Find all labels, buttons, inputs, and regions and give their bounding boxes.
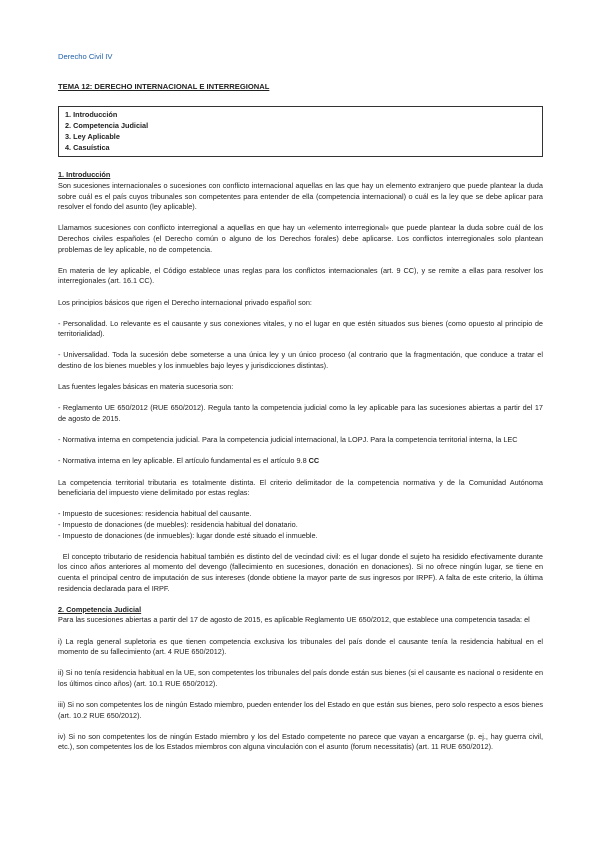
list-item: - Impuesto de sucesiones: residencia habitual del causante.: [58, 509, 252, 519]
list-item: - Impuesto de donaciones (de muebles): residencia habitual del donatario.: [58, 519, 298, 529]
paragraph: i) La regla general supletoria es que tienen competencia exclusiva los tribunales del país donde el causante tenía la residencia habitual en el momento de su fallecimiento (art. 4 RUE 650/2012).: [58, 636, 543, 657]
paragraph: - Personalidad. Lo relevante es el causante y sus conexiones vitales, y no el lugar en que estén situados sus bienes (como opuesto al principio de territorialidad).: [58, 318, 543, 339]
list-item: - Impuesto de donaciones (de inmuebles): lugar donde esté situado el inmueble.: [58, 530, 318, 540]
bold-text: CC: [308, 456, 320, 466]
toc-item[interactable]: 2. Competencia Judicial: [65, 120, 149, 130]
paragraph-text: - Normativa interna en ley aplicable. El artículo fundamental es el artículo 9.8: [58, 456, 309, 466]
paragraph: iii) Si no son competentes los de ningún Estado miembro, pueden entender los del Estado en que están sus bienes, pero solo respecto a esos bienes (art. 10.2 RUE 650/2012).: [58, 700, 543, 720]
paragraph: Llamamos sucesiones con conflicto interregional a aquellas en que hay un «elemento interregional» que puede plantear la duda sobre cuál de los Derechos civiles españoles (el Derecho común o alguno de los Derechos forales) debe aplicarse. Los conflictos interregionales solo plantean problemas de ley aplicable, no de competencia.: [58, 223, 543, 254]
paragraph: El concepto tributario de residencia habitual también es distinto del de vecindad civil: es el lugar donde el sujeto ha residido efectivamente durante los cinco años anteriores al momento del devengo (fallecimiento en sucesiones, donación en donaciones). Si no ofrece ningún lugar, se tiene en cuenta el principal centro de imputación de sus intereses (donde obtiene la mayor parte de sus ingresos por IRPF). A falta de este criterio, la última residencia declarada para el IRPF.: [58, 551, 546, 593]
page-header: Derecho Civil IV: [58, 52, 113, 61]
section-heading: 1. Introducción: [58, 170, 111, 180]
paragraph: [58, 456, 543, 467]
paragraph: iv) Si no son competentes los de ningún Estado miembro y los del Estado competente no parece que vayan a encargarse (p. ej., hay guerra civil, etc.), son competentes los de los Estados miembros con alguna vinculación con el asunto (forum necessitatis) (art. 11 RUE 650/2012).: [58, 731, 543, 752]
toc-item[interactable]: 3. Ley Aplicable: [65, 131, 120, 141]
tax-rules-list: [58, 509, 543, 541]
paragraph: Los principios básicos que rigen el Derecho internacional privado español son:: [58, 297, 312, 307]
paragraph: - Universalidad. Toda la sucesión debe someterse a una única ley y un único proceso (al contrario que la fragmentación, que conduce a tratar el destino de los bienes muebles y los inmuebles bajo leyes y jurisdicciones distintas).: [58, 350, 543, 371]
document-page: [58, 52, 546, 753]
document-title: TEMA 12: DERECHO INTERNACIONAL E INTERREGIONAL: [58, 81, 270, 91]
paragraph: - Reglamento UE 650/2012 (RUE 650/2012). Regula tanto la competencia judicial como la ley aplicable para las sucesiones abiertas a partir del 17 de agosto de 2015.: [58, 403, 543, 424]
table-of-contents: [58, 106, 543, 157]
paragraph: - Normativa interna en competencia judicial. Para la competencia judicial internacional, la LOPJ. Para la competencia territorial interna, la LEC: [58, 435, 518, 445]
paragraph: En materia de ley aplicable, el Código establece unas reglas para los conflictos internacionales (art. 9 CC), y se remite a ellas para resolver los interregionales (art. 16.1 CC).: [58, 265, 543, 286]
paragraph: ii) Si no tenía residencia habitual en la UE, son competentes los tribunales del país donde están sus bienes (si el causante es nacional o residente en los últimos cinco años) (art. 10.1 RUE 650/2012).: [58, 668, 543, 688]
toc-item[interactable]: 1. Introducción: [65, 110, 118, 120]
toc-item[interactable]: 4. Casuística: [65, 142, 110, 152]
paragraph: Las fuentes legales básicas en materia sucesoria son:: [58, 382, 234, 392]
section-heading: 2. Competencia Judicial: [58, 604, 142, 614]
paragraph: Para las sucesiones abiertas a partir del 17 de agosto de 2015, es aplicable Reglamento UE 650/2012, que establece una competencia tasada: el: [58, 615, 530, 625]
paragraph: La competencia territorial tributaria es totalmente distinta. El criterio delimitador de la competencia normativa y de la Comunidad Autónoma beneficiaria del impuesto viene delimitado por estas reglas:: [58, 477, 543, 498]
paragraph: Son sucesiones internacionales o sucesiones con conflicto internacional aquellas en las que hay un elemento extranjero que puede plantear la duda sobre cuál es el país cuyos tribunales son competentes para entender de ella (competencia internacional) o cuál es la ley que se debe aplicar para resolver el fondo del asunto (ley aplicable).: [58, 180, 543, 212]
